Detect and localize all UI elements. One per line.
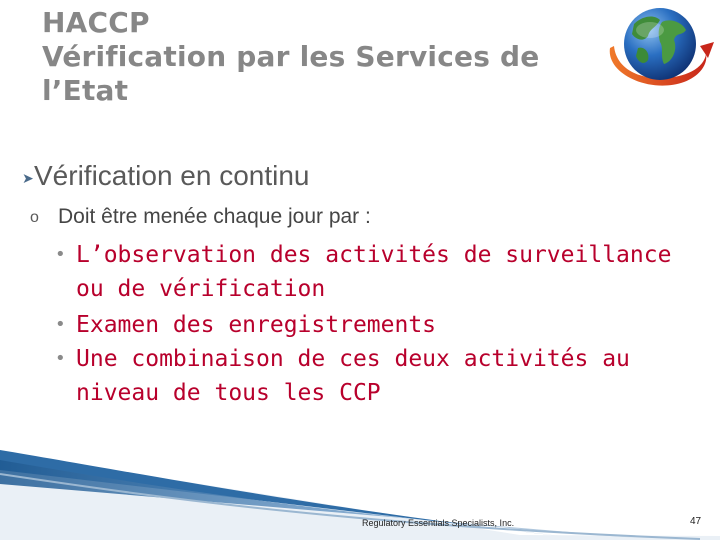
dot-bullet-icon: •: [55, 348, 66, 369]
title-line-3: l’Etat: [42, 74, 129, 107]
decorative-swoosh: [0, 440, 720, 540]
sub-bullet-2-text: Examen des enregistrements: [76, 312, 437, 338]
title-line-2: Vérification par les Services de: [42, 40, 540, 73]
title-line-1: HACCP: [42, 6, 150, 39]
bullet-2-text: Doit être menée chaque jour par :: [58, 205, 371, 228]
slide-title: [42, 6, 602, 108]
arrowhead-bullet-icon: ➤: [22, 170, 34, 186]
dot-bullet-icon: •: [55, 244, 66, 265]
circle-bullet-icon: o: [30, 209, 39, 226]
bullet-1-text: Vérification en continu: [34, 160, 310, 191]
sub-bullet-1-text: L’observation des activités de surveillance ou de vérification: [76, 242, 672, 302]
sub-bullet-3-text: Une combinaison de ces deux activités au niveau de tous les CCP: [76, 346, 630, 406]
globe-logo-icon: [604, 2, 720, 102]
page-number: 47: [690, 516, 702, 527]
dot-bullet-icon: •: [55, 314, 66, 335]
footer-company: Regulatory Essentials Specialists, Inc.: [362, 518, 515, 528]
